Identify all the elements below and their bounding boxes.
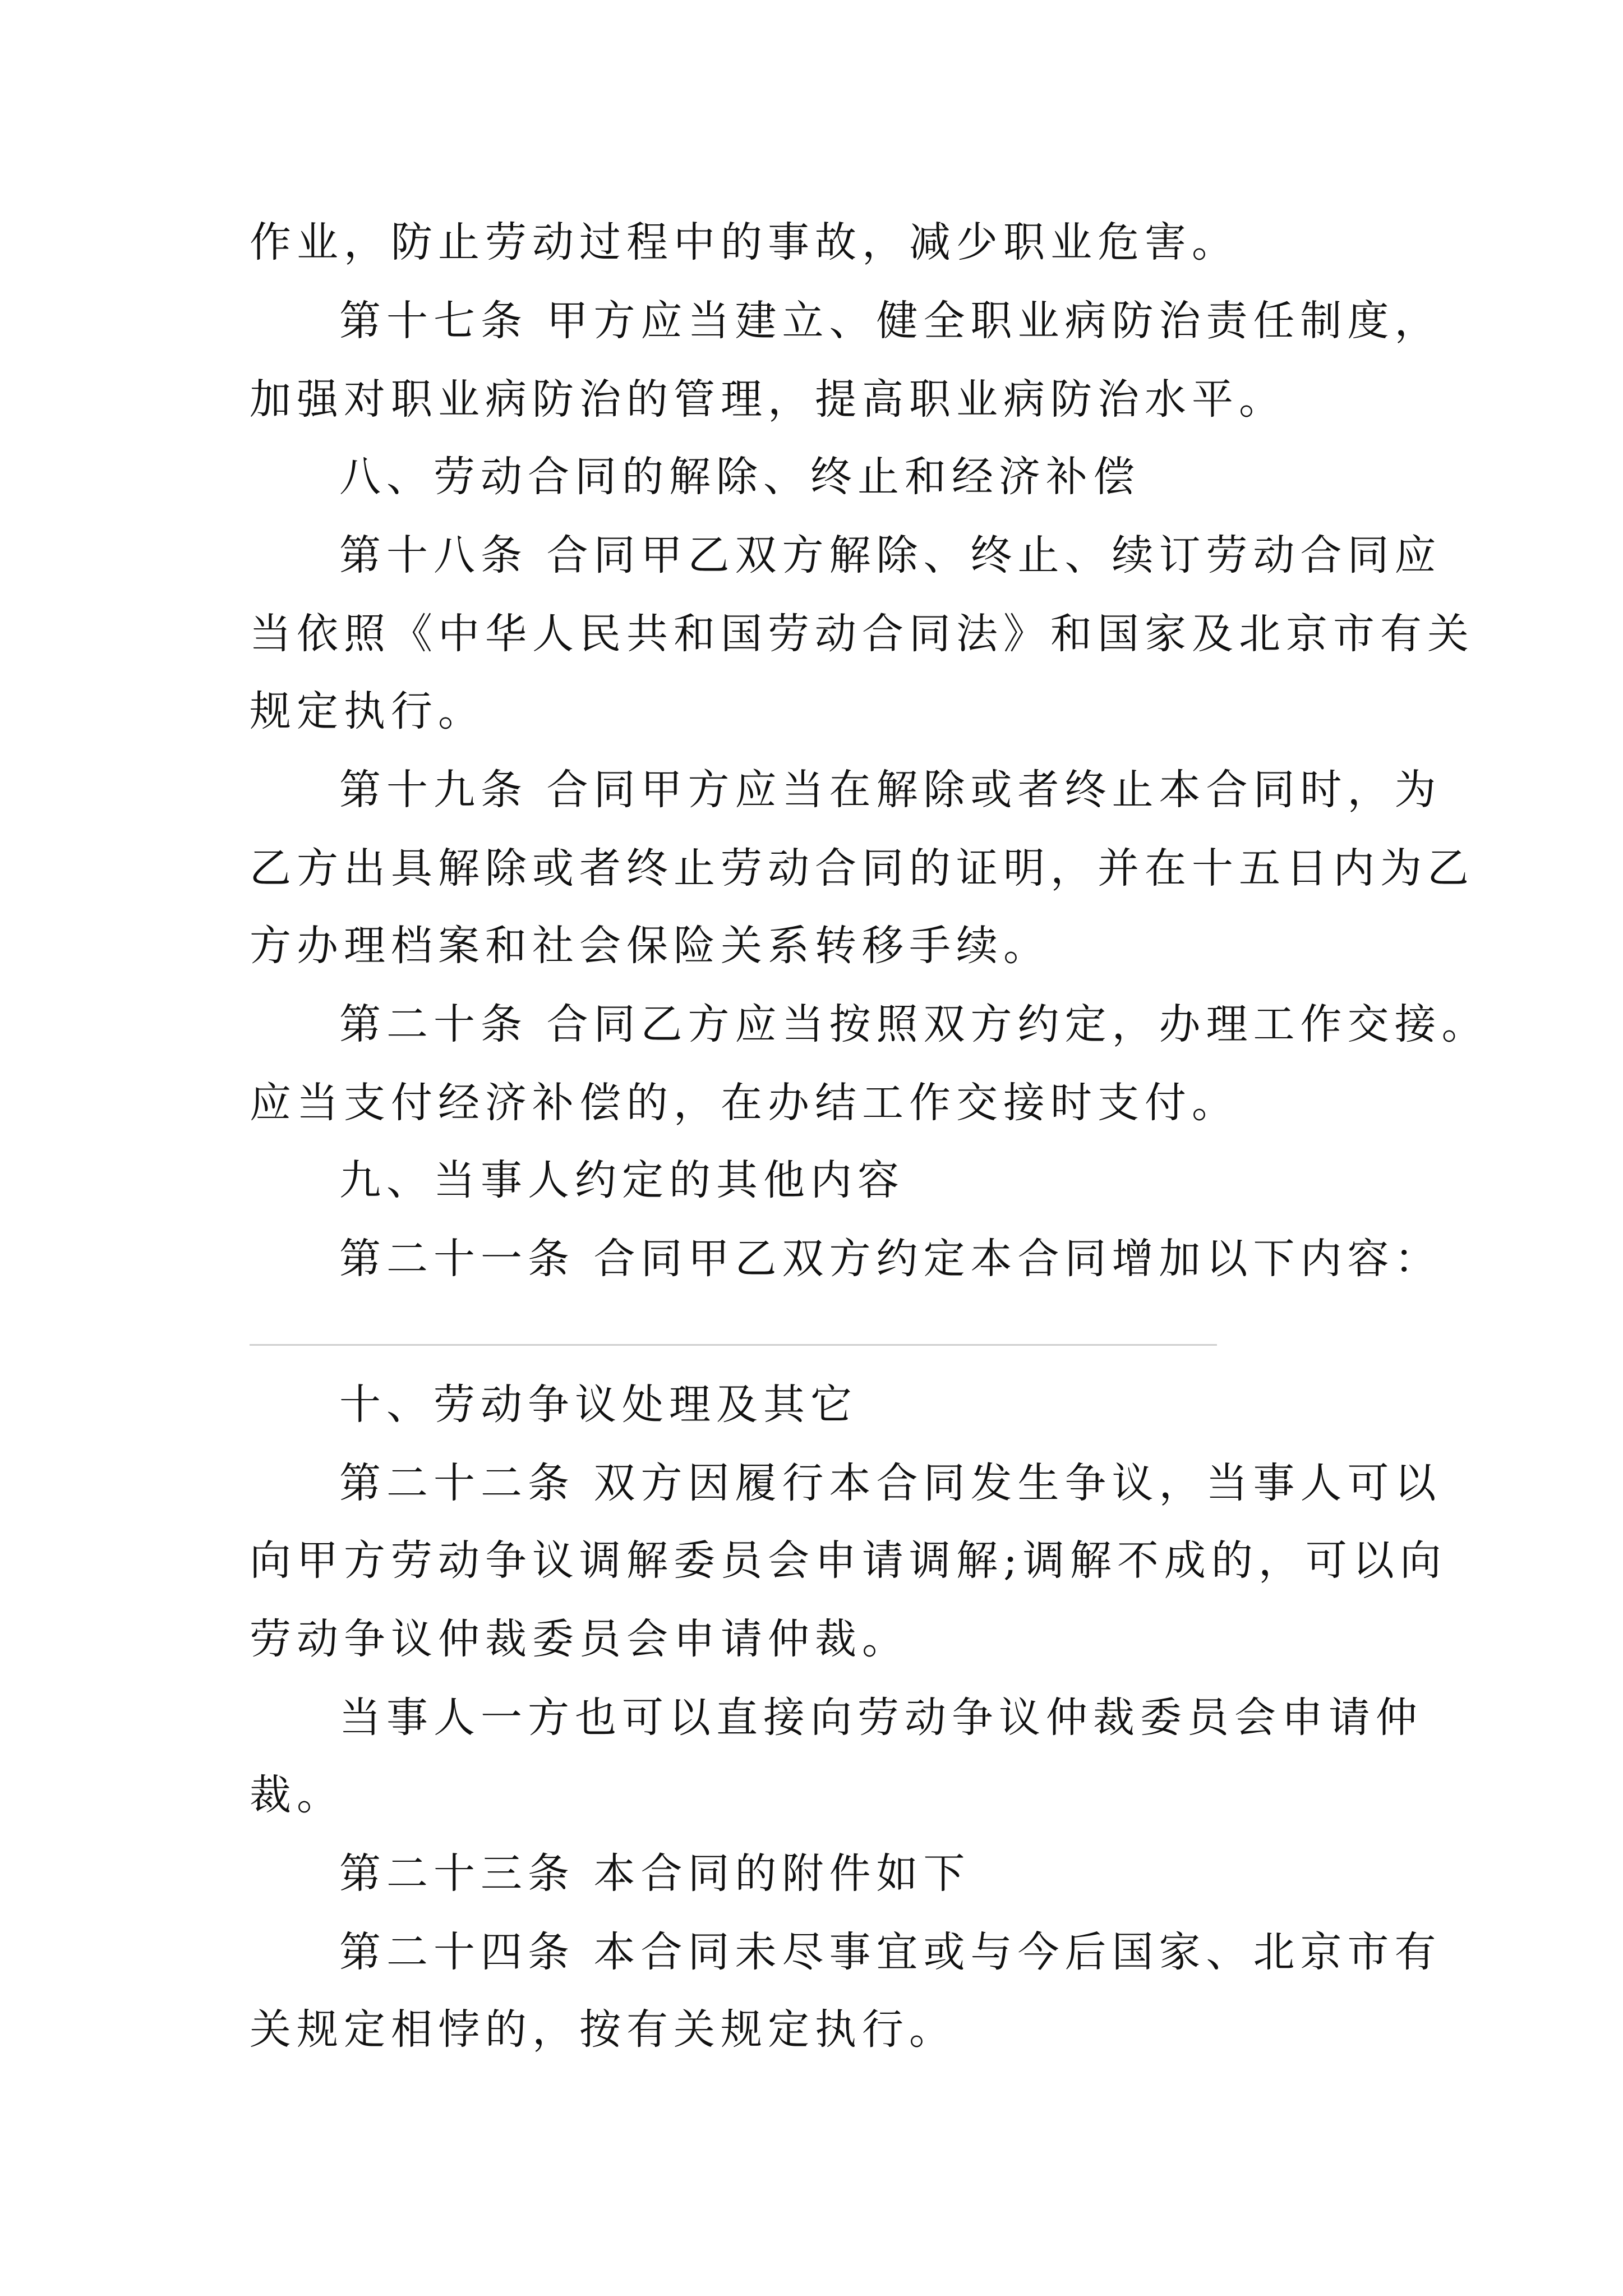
section-heading-10: 十、劳动争议处理及其它 [339, 1381, 857, 1429]
text-line: 作业，防止劳动过程中的事故，减少职业危害。 [250, 218, 1239, 266]
text-line: 乙方出具解除或者终止劳动合同的证明，并在十五日内为乙 [250, 844, 1474, 892]
article-17: 第十七条 甲方应当建立、健全职业病防治责任制度， [339, 297, 1442, 345]
text-line: 裁。 [250, 1771, 344, 1819]
text-line: 向甲方劳动争议调解委员会申请调解;调解不成的，可以向 [250, 1536, 1447, 1585]
article-20: 第二十条 合同乙方应当按照双方约定，办理工作交接。 [339, 1000, 1489, 1048]
text-line: 规定执行。 [250, 687, 485, 735]
text-line: 方办理档案和社会保险关系转移手续。 [250, 922, 1050, 970]
article-18: 第十八条 合同甲乙双方解除、终止、续订劳动合同应 [339, 531, 1442, 579]
text-line: 当事人一方也可以直接向劳动争议仲裁委员会申请仲 [339, 1694, 1423, 1742]
text-line: 关规定相悖的，按有关规定执行。 [250, 2005, 956, 2054]
text-line: 劳动争议仲裁委员会申请仲裁。 [250, 1615, 909, 1663]
article-24: 第二十四条 本合同未尽事宜或与今后国家、北京市有 [339, 1928, 1442, 1976]
text-line: 当依照《中华人民共和国劳动合同法》和国家及北京市有关 [250, 610, 1474, 658]
article-21: 第二十一条 合同甲乙双方约定本合同增加以下内容： [339, 1235, 1442, 1283]
text-line: 加强对职业病防治的管理，提高职业病防治水平。 [250, 375, 1286, 424]
text-line: 应当支付经济补偿的，在办结工作交接时支付。 [250, 1079, 1239, 1127]
article-23: 第二十三条 本合同的附件如下 [339, 1849, 971, 1898]
article-19: 第十九条 合同甲方应当在解除或者终止本合同时，为 [339, 766, 1442, 814]
fill-in-blank-line [250, 1344, 1217, 1346]
article-22: 第二十二条 双方因履行本合同发生争议，当事人可以 [339, 1459, 1442, 1507]
section-heading-9: 九、当事人约定的其他内容 [339, 1156, 905, 1204]
section-heading-8: 八、劳动合同的解除、终止和经济补偿 [339, 453, 1140, 501]
